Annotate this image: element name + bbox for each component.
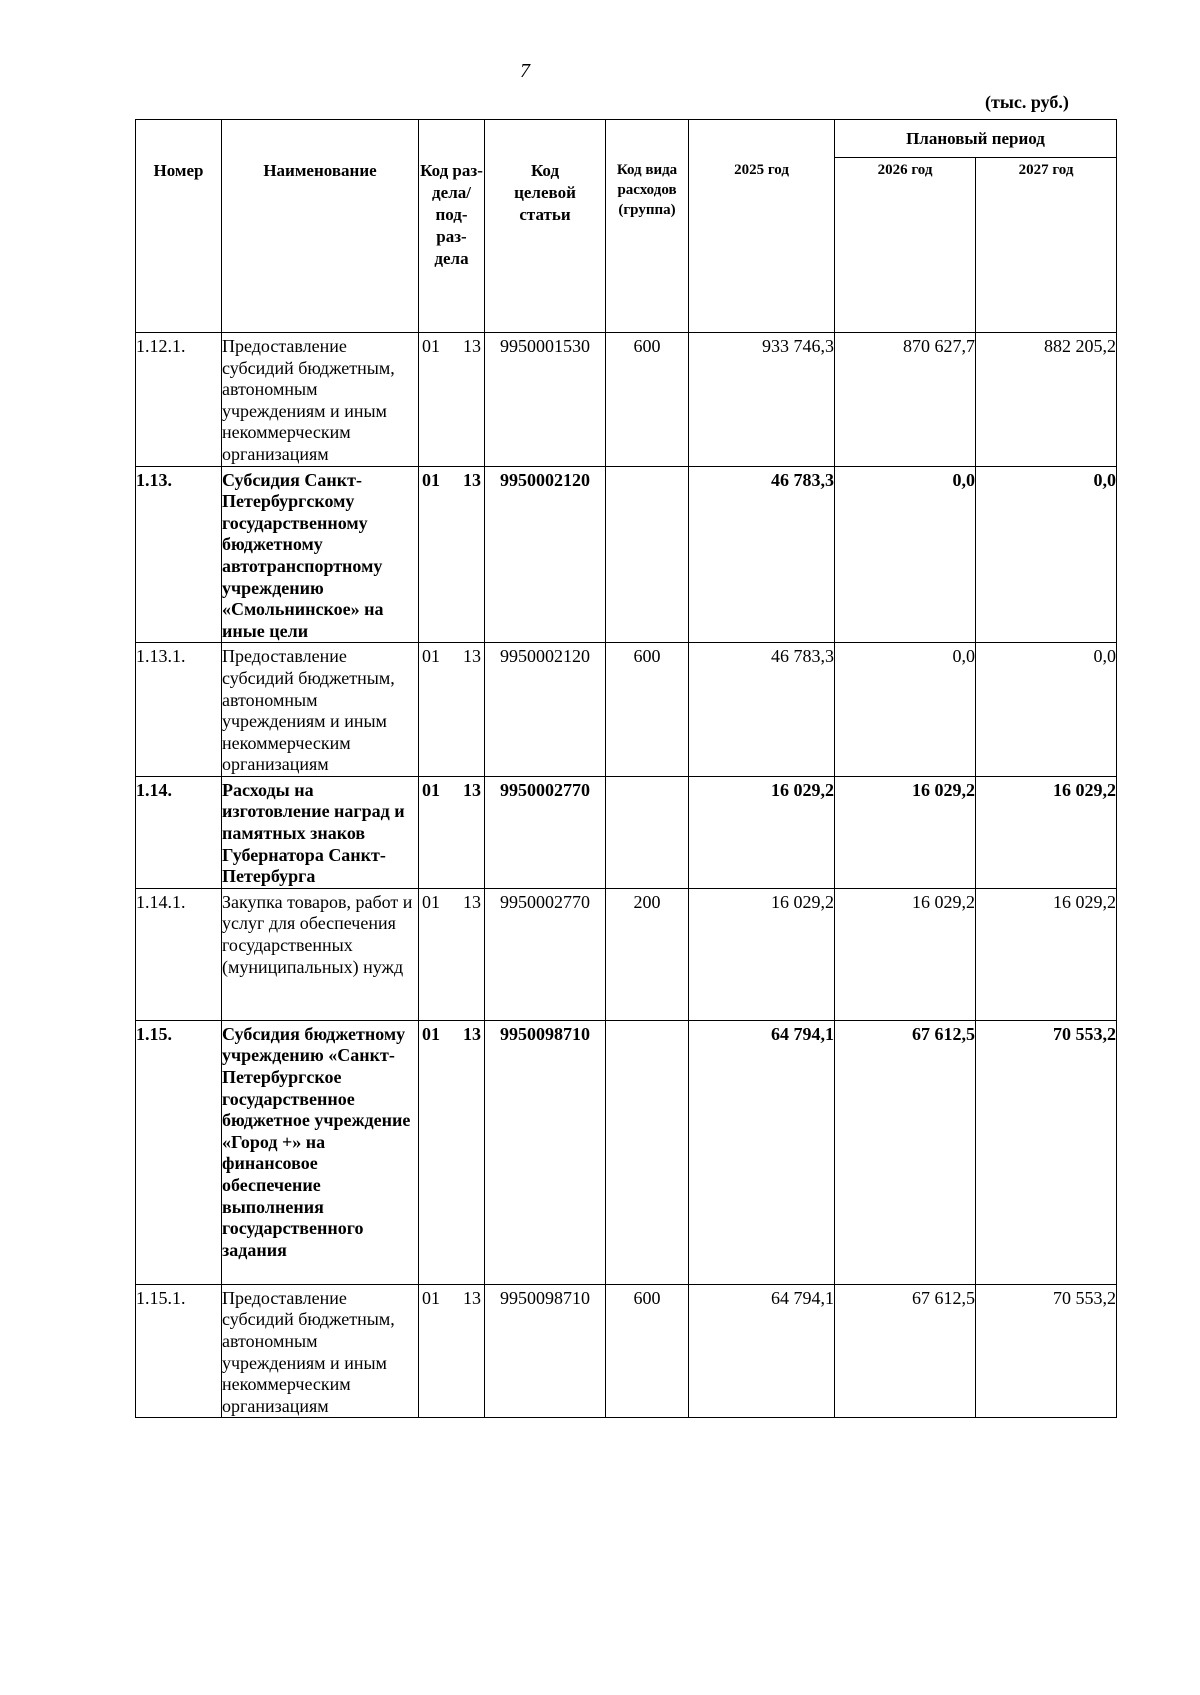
table-body	[136, 333, 1117, 1418]
row-expense-group	[606, 466, 689, 643]
row-section: 01	[422, 336, 440, 356]
row-subsection: 13	[463, 1023, 481, 1044]
row-expense-group	[606, 776, 689, 888]
row-name: Субсидия Санкт-Петербургскому государственному бюджетному автотранспортному учреждению «Смольнинское» на иные цели	[222, 466, 419, 643]
row-section: 01	[422, 469, 440, 490]
header-planning-period: Плановый период	[835, 120, 1117, 158]
row-name: Расходы на изготовление наград и памятных знаков Губернатора Санкт-Петербурга	[222, 776, 419, 888]
row-value-2025: 16 029,2	[689, 888, 835, 1020]
row-value-2025: 46 783,3	[689, 466, 835, 643]
row-subsection: 13	[463, 891, 481, 912]
row-subsection: 13	[463, 336, 481, 356]
table-row	[136, 1284, 1117, 1418]
row-name: Предоставление субсидий бюджетным, автономным учреждениям и иным некоммерческим организациям	[222, 333, 419, 467]
row-target-code: 9950002120	[485, 643, 606, 777]
row-name: Закупка товаров, работ и услуг для обеспечения государственных (муниципальных) нужд	[222, 888, 419, 1020]
row-number: 1.15.1.	[136, 1284, 222, 1418]
row-section-code	[419, 643, 485, 777]
row-expense-group: 600	[606, 333, 689, 467]
row-value-2025: 64 794,1	[689, 1284, 835, 1418]
row-name: Предоставление субсидий бюджетным, автономным учреждениям и иным некоммерческим организациям	[222, 643, 419, 777]
row-section: 01	[422, 891, 440, 912]
row-target-code: 9950001530	[485, 333, 606, 467]
row-number: 1.13.1.	[136, 643, 222, 777]
table-row	[136, 333, 1117, 467]
row-number: 1.12.1.	[136, 333, 222, 467]
row-value-2027: 0,0	[976, 466, 1117, 643]
row-name: Предоставление субсидий бюджетным, автономным учреждениям и иным некоммерческим организациям	[222, 1284, 419, 1418]
row-target-code: 9950098710	[485, 1020, 606, 1284]
row-section-code	[419, 466, 485, 643]
row-section: 01	[422, 646, 440, 667]
row-section-code	[419, 333, 485, 467]
row-section: 01	[422, 1287, 440, 1308]
row-number: 1.14.1.	[136, 888, 222, 1020]
row-value-2026: 0,0	[835, 643, 976, 777]
row-value-2027: 16 029,2	[976, 776, 1117, 888]
row-target-code: 9950002770	[485, 888, 606, 1020]
row-value-2025: 46 783,3	[689, 643, 835, 777]
row-section-code	[419, 1020, 485, 1284]
row-number: 1.13.	[136, 466, 222, 643]
row-value-2026: 67 612,5	[835, 1284, 976, 1418]
units-label: (тыс. руб.)	[985, 92, 1069, 112]
row-expense-group: 600	[606, 643, 689, 777]
table-row	[136, 1020, 1117, 1284]
row-value-2027: 0,0	[976, 643, 1117, 777]
row-section: 01	[422, 779, 440, 800]
table-row	[136, 888, 1117, 1020]
row-value-2025: 16 029,2	[689, 776, 835, 888]
row-value-2025: 933 746,3	[689, 333, 835, 467]
header-year-2026: 2026 год	[835, 158, 976, 333]
row-value-2026: 870 627,7	[835, 333, 976, 467]
row-value-2027: 70 553,2	[976, 1284, 1117, 1418]
row-value-2026: 16 029,2	[835, 888, 976, 1020]
header-section-code: Код раз- дела/ под- раз- дела	[419, 120, 485, 333]
budget-table	[135, 119, 1117, 1418]
table-row	[136, 466, 1117, 643]
header-name: Наименование	[222, 120, 419, 333]
row-number: 1.15.	[136, 1020, 222, 1284]
row-expense-group	[606, 1020, 689, 1284]
header-year-2025: 2025 год	[689, 120, 835, 333]
row-expense-group: 200	[606, 888, 689, 1020]
header-number: Номер	[136, 120, 222, 333]
row-section-code	[419, 1284, 485, 1418]
row-subsection: 13	[463, 779, 481, 800]
row-expense-group: 600	[606, 1284, 689, 1418]
row-target-code: 9950002120	[485, 466, 606, 643]
header-expense-type: Код вида расходов (группа)	[606, 120, 689, 333]
row-subsection: 13	[463, 646, 481, 667]
row-subsection: 13	[463, 469, 481, 490]
page-number: 7	[520, 60, 530, 82]
row-number: 1.14.	[136, 776, 222, 888]
row-target-code: 9950098710	[485, 1284, 606, 1418]
row-subsection: 13	[463, 1287, 481, 1308]
row-value-2027: 70 553,2	[976, 1020, 1117, 1284]
row-target-code: 9950002770	[485, 776, 606, 888]
row-value-2026: 0,0	[835, 466, 976, 643]
row-value-2027: 16 029,2	[976, 888, 1117, 1020]
row-value-2027: 882 205,2	[976, 333, 1117, 467]
row-section-code	[419, 776, 485, 888]
row-section-code	[419, 888, 485, 1020]
table-row	[136, 776, 1117, 888]
table-row	[136, 643, 1117, 777]
header-year-2027: 2027 год	[976, 158, 1117, 333]
header-target-code: Код целевой статьи	[485, 120, 606, 333]
row-value-2026: 16 029,2	[835, 776, 976, 888]
row-section: 01	[422, 1023, 440, 1044]
row-value-2025: 64 794,1	[689, 1020, 835, 1284]
row-value-2026: 67 612,5	[835, 1020, 976, 1284]
row-name: Субсидия бюджетному учреждению «Санкт-Петербургское государственное бюджетное учреждение «Город +» на финансовое обеспечение выполнения государственного задания	[222, 1020, 419, 1284]
